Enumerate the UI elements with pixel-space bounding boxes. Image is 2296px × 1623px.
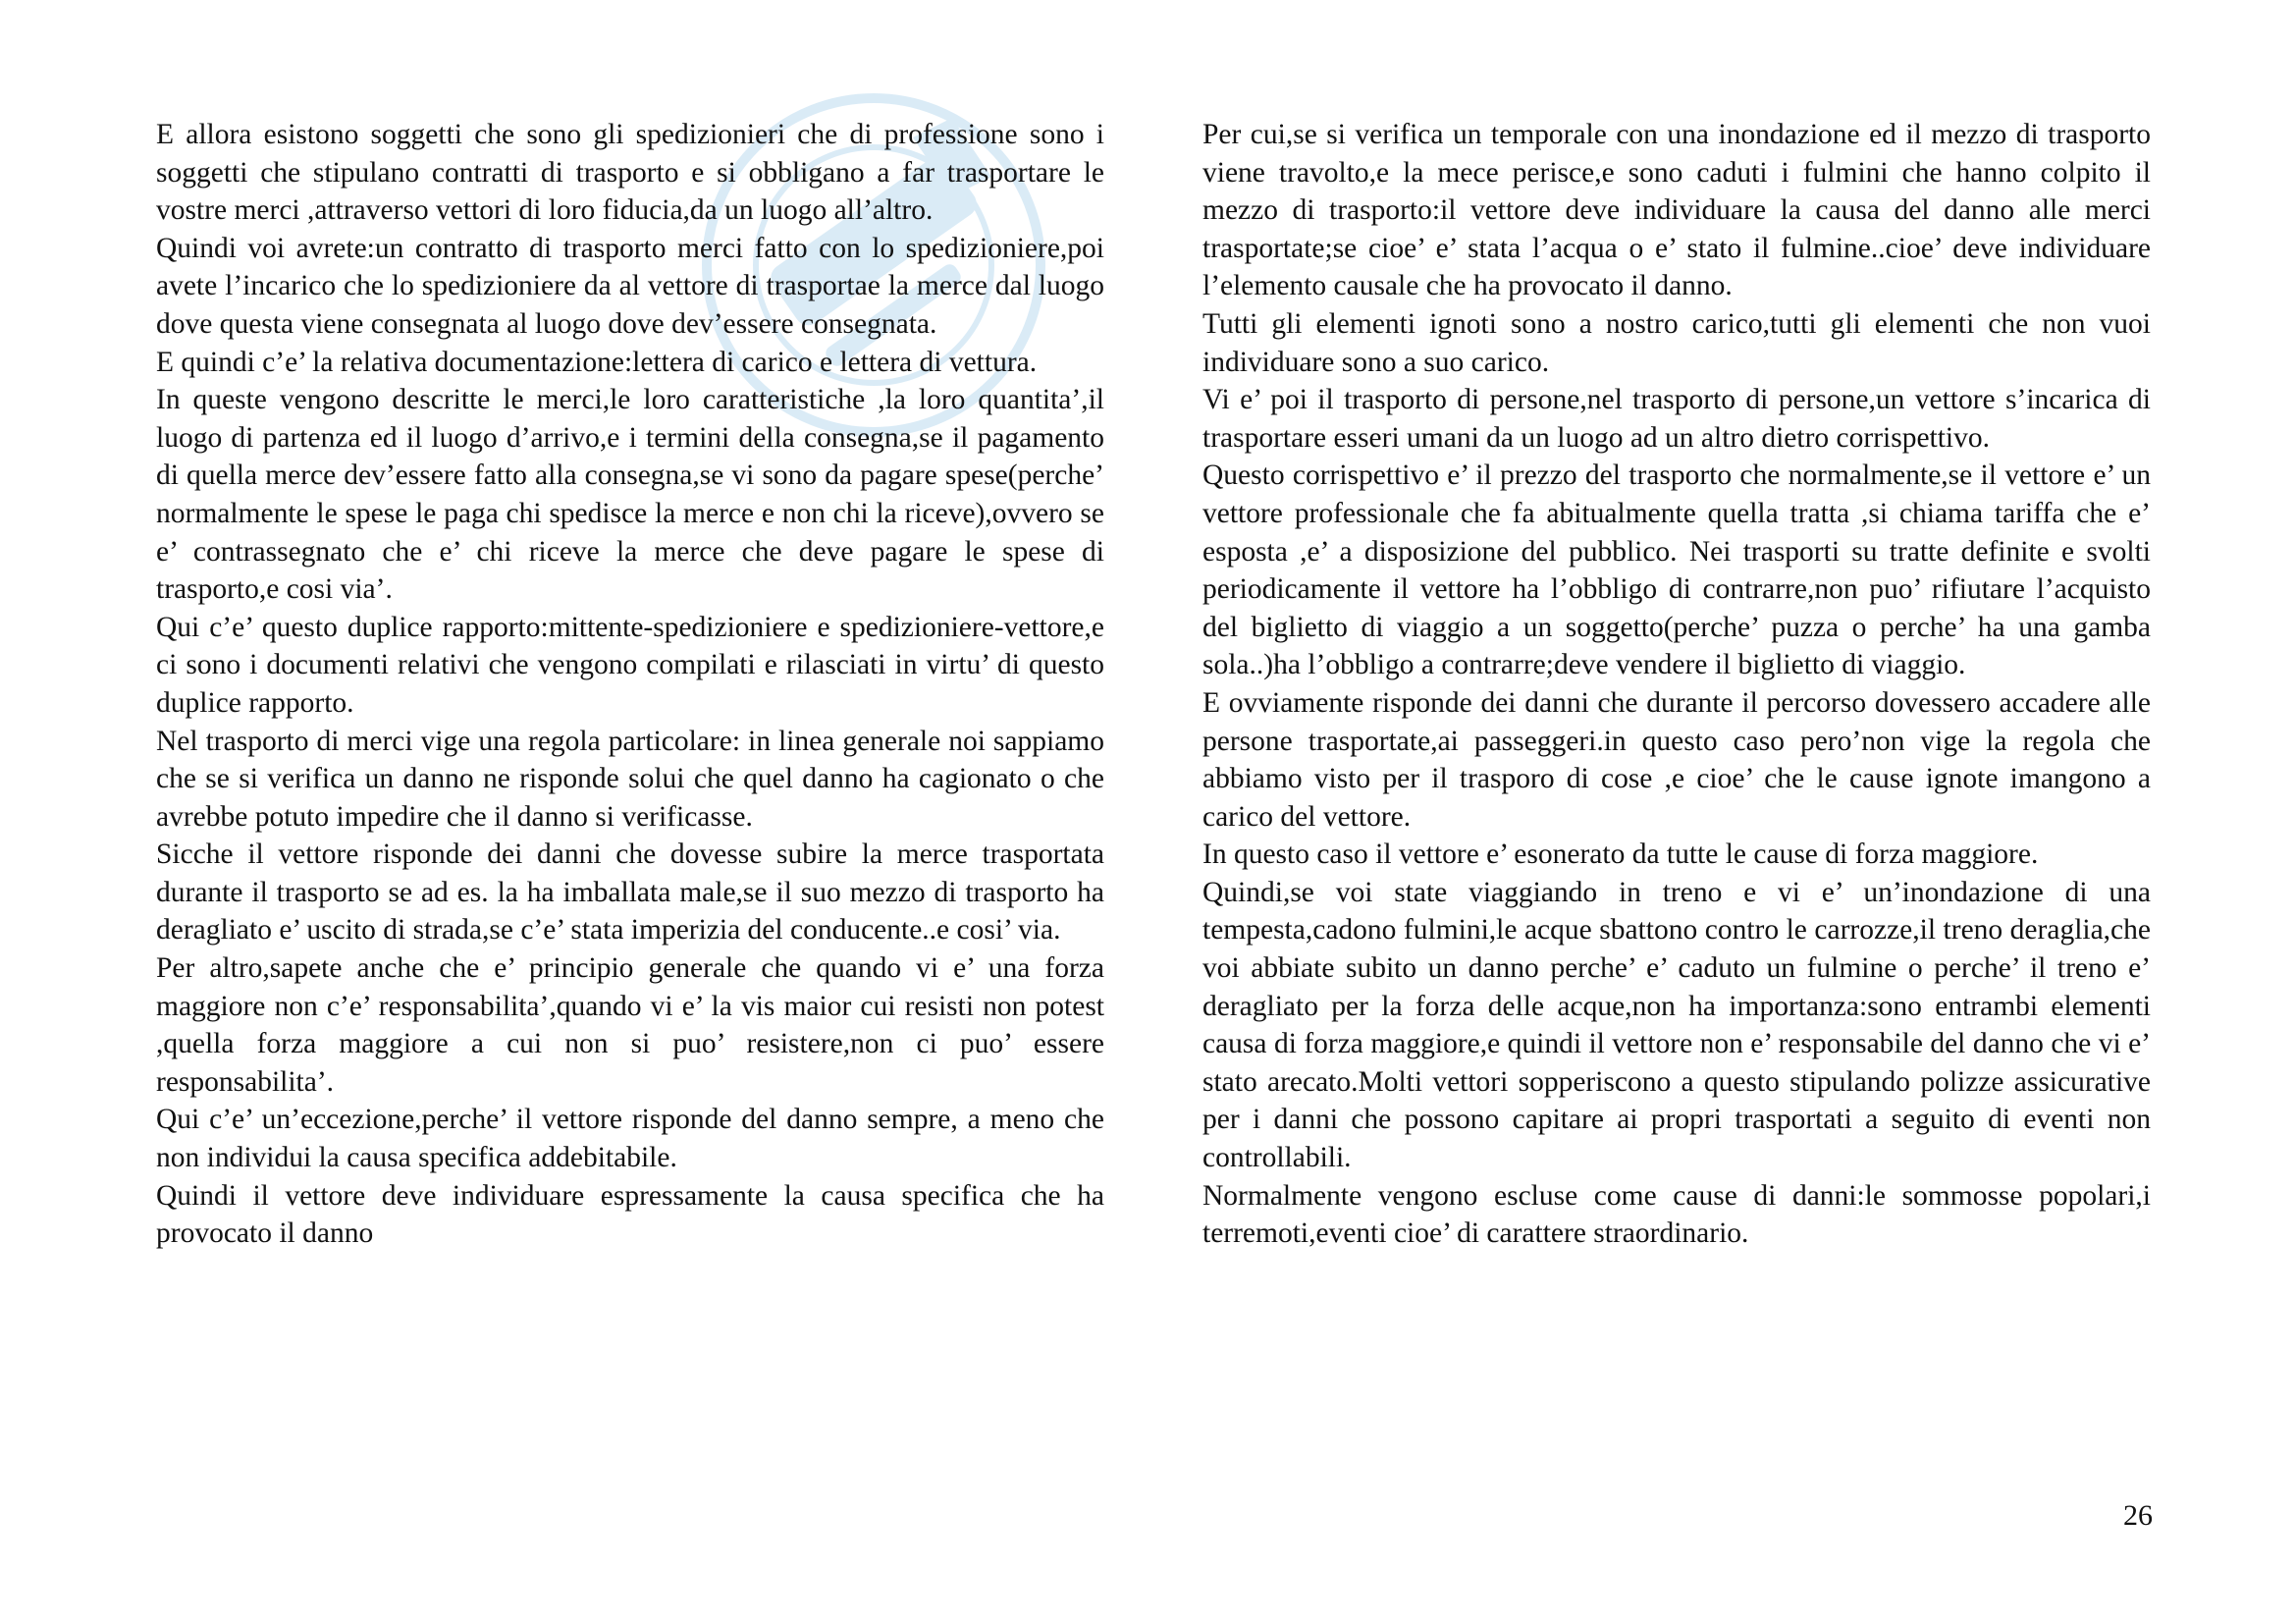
- paragraph: Normalmente vengono escluse come cause di danni:le sommosse popolari,i terremoti,eventi cioe’ di carattere straordinario.: [1202, 1179, 2151, 1250]
- paragraph: E quindi c’e’ la relativa documentazione:lettera di carico e lettera di vettura.: [156, 346, 1038, 378]
- paragraph: Quindi il vettore deve individuare espressamente la causa specifica che ha provocato il danno: [156, 1179, 1104, 1250]
- page-number: 26: [2123, 1499, 2153, 1532]
- paragraph: In questo caso il vettore e’ esonerato da tutte le cause di forza maggiore.: [1202, 839, 2039, 871]
- paragraph: Nel trasporto di merci vige una regola particolare: in linea generale noi sappiamo che se si verifica un danno ne risponde solui che quel danno ha cagionato o che avrebbe potuto impedire che il danno si verificasse.: [156, 725, 1104, 833]
- paragraph: Tutti gli elementi ignoti sono a nostro carico,tutti gli elementi che non vuoi individuare sono a suo carico.: [1202, 307, 2151, 378]
- paragraph: Per altro,sapete anche che e’ principio generale che quando vi e’ una forza maggiore non c’e’ responsabilita’,quando vi e’ la vis maior cui resisti non potest ,quella forza maggiore a cui non si puo’ resistere,non ci puo’ essere responsabilita’.: [156, 952, 1104, 1098]
- left-column: [156, 116, 1104, 1253]
- paragraph: Qui c’e’ un’eccezione,perche’ il vettore risponde del danno sempre, a meno che non individui la causa specifica addebitabile.: [156, 1104, 1104, 1174]
- paragraph: Qui c’e’ questo duplice rapporto:mittente-spedizioniere e spedizioniere-vettore,e ci sono i documenti relativi che vengono compilati e rilasciati in virtu’ di questo duplice rapporto.: [156, 611, 1104, 719]
- paragraph: In queste vengono descritte le merci,le loro caratteristiche ,la loro quantita’,il luogo di partenza ed il luogo d’arrivo,e i termini della consegna,se il pagamento di quella merce dev’essere fatto alla consegna,se vi sono da pagare spese(perche’ normalmente le spese le paga chi spedisce la merce e non chi la riceve),ovvero se e’ contrassegnato che e’ chi riceve la merce che deve pagare le spese di trasporto,e cosi via’.: [156, 384, 1104, 606]
- paragraph: Vi e’ poi il trasporto di persone,nel trasporto di persone,un vettore s’incarica di trasportare esseri umani da un luogo ad un altro dietro corrispettivo.: [1202, 384, 2151, 454]
- paragraph: Sicche il vettore risponde dei danni che dovesse subire la merce trasportata durante il trasporto se ad es. la ha imballata male,se il suo mezzo di trasporto ha deragliato e’ uscito di strada,se c’e’ stata imperizia del conducente..e cosi’ via.: [156, 839, 1104, 947]
- right-column: [1202, 116, 2151, 1253]
- paragraph: Quindi,se voi state viaggiando in treno e vi e’ un’inondazione di una tempesta,cadono fulmini,le acque sbattono contro le carrozze,il treno deraglia,che voi abbiate subito un danno perche’ e’ caduto un fulmine o perche’ il treno e’ deragliato per la forza delle acque,non ha importanza:sono entrambi elementi causa di forza maggiore,e quindi il vettore non e’ responsabile del danno che vi e’ stato arecato.Molti vettori sopperiscono a questo stipulando polizze assicurative per i danni che possono capitare ai propri trasportati a seguito di eventi non controllabili.: [1202, 876, 2151, 1174]
- paragraph: Quindi voi avrete:un contratto di trasporto merci fatto con lo spedizioniere,poi avete l’incarico che lo spedizioniere da al vettore di trasportae la merce dal luogo dove questa viene consegnata al luogo dove dev’essere consegnata.: [156, 232, 1104, 340]
- paragraph: Per cui,se si verifica un temporale con una inondazione ed il mezzo di trasporto viene travolto,e la mece perisce,e sono caduti i fulmini che hanno colpito il mezzo di trasporto:il vettore deve individuare la causa del danno alle merci trasportate;se cioe’ e’ stata l’acqua o e’ stato il fulmine..cioe’ deve individuare l’elemento causale che ha provocato il danno.: [1202, 119, 2151, 302]
- paragraph: Questo corrispettivo e’ il prezzo del trasporto che normalmente,se il vettore e’ un vettore professionale che fa abitualmente quella tratta ,si chiama tariffa che e’ esposta ,e’ a disposizione del pubblico. Nei trasporti su tratte definite e svolti periodicamente il vettore ha l’obbligo di contrarre,non puo’ rifiutare l’acquisto del biglietto di viaggio a un soggetto(perche’ puzza o perche’ ha una gamba sola..)ha l’obbligo a contrarre;deve vendere il biglietto di viaggio.: [1202, 460, 2151, 681]
- paragraph: E allora esistono soggetti che sono gli spedizionieri che di professione sono i soggetti che stipulano contratti di trasporto e si obbligano a far trasportare le vostre merci ,attraverso vettori di loro fiducia,da un luogo all’altro.: [156, 119, 1104, 227]
- paragraph: E ovviamente risponde dei danni che durante il percorso dovessero accadere alle persone trasportate,ai passeggeri.in questo caso pero’non vige la regola che abbiamo visto per il trasporo di cose ,e cioe’ che le cause ignote imangono a carico del vettore.: [1202, 686, 2151, 833]
